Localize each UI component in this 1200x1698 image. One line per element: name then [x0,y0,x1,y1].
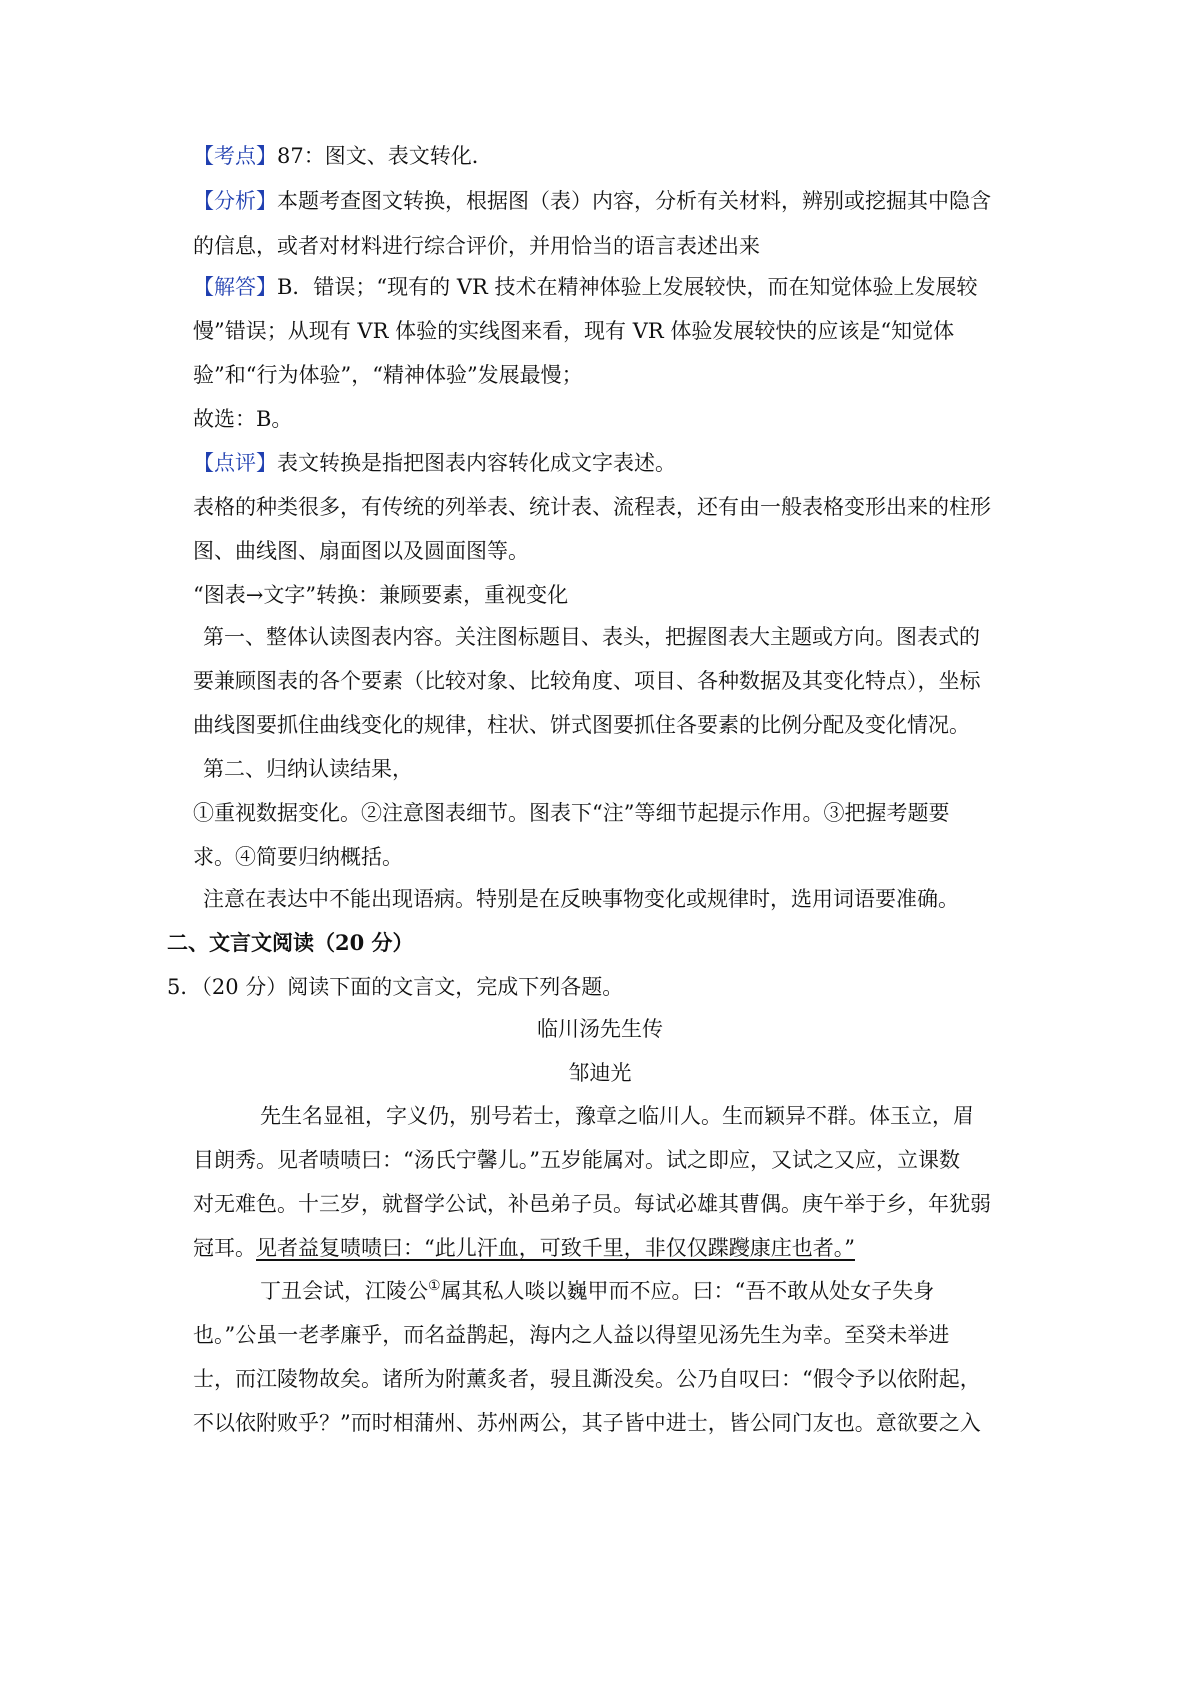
dianping-text: 表文转换是指把图表内容转化成文字表述。 [277,451,676,475]
para6-line: 注意在表达中不能出现语病。特别是在反映事物变化或规律时，选用词语要准确。 [203,887,959,911]
fenxi-text-2: 的信息，或者对材料进行综合评价，并用恰当的语言表述出来 [193,234,760,258]
p1-line1: 先生名显祖，字义仍，别号若士，豫章之临川人。生而颖异不群。体玉立，眉 [260,1104,974,1128]
p1-line4 [193,1233,855,1263]
kaodian-line [193,141,493,171]
para3-line1: 第一、整体认读图表内容。关注图标题目、表头，把握图表大主题或方向。图表式的 [203,625,980,649]
para3-line3: 曲线图要抓住曲线变化的规律，柱状、饼式图要抓住各要素的比例分配及变化情况。 [193,713,970,737]
fenxi-tag: 【分析】 [193,189,277,213]
para5-line2: 求。④简要归纳概括。 [193,845,403,869]
question-line: 5．（20 分）阅读下面的文言文，完成下列各题。 [167,975,624,999]
jieda-text-2: 慢”错误；从现有 VR 体验的实线图来看，现有 VR 体验发展较快的应该是“知觉体 [193,319,955,343]
p2-line3: 士，而江陵物故矣。诸所为附薰炙者，骎且澌没矣。公乃自叹曰：“假令予以依附起， [193,1367,981,1391]
p1-line2: 目朗秀。见者啧啧曰：“汤氏宁馨儿。”五岁能属对。试之即应，又试之又应，立课数 [193,1148,960,1172]
para3-line2: 要兼顾图表的各个要素（比较对象、比较角度、项目、各种数据及其变化特点），坐标 [193,669,981,693]
para4-line: 第二、归纳认读结果， [203,757,413,781]
p1-line3: 对无难色。十三岁，就督学公试，补邑弟子员。每试必雄其曹偶。庚午举于乡，年犹弱 [193,1192,991,1216]
fenxi-line [193,186,991,216]
kaodian-text: 87：图文、表文转化． [277,144,493,168]
p2-line4: 不以依附败乎？”而时相蒲州、苏州两公，其子皆中进士，皆公同门友也。意欲要之入 [193,1411,981,1435]
para1-line2: 图、曲线图、扇面图以及圆面图等。 [193,539,529,563]
fenxi-text-1: 本题考查图文转换，根据图（表）内容，分析有关材料，辨别或挖掘其中隐含 [277,189,991,213]
kaodian-tag: 【考点】 [193,144,277,168]
jieda-text-1: B．错误；“现有的 VR 技术在精神体验上发展较快，而在知觉体验上发展较 [277,275,978,299]
article-title: 临川汤先生传 [537,1017,663,1041]
p2-line1-start: 丁丑会试，江陵公 [260,1279,428,1303]
answer-line: 故选：B。 [193,407,293,431]
underlined-sentence: 见者益复啧啧曰：“此儿汗血，可致千里，非仅仅蹀躞康庄也者。” [256,1236,855,1260]
para2-line: “图表→文字”转换：兼顾要素，重视变化 [193,583,569,607]
p2-line1-end: 属其私人啖以巍甲而不应。曰：“吾不敢从处女子失身 [440,1279,935,1303]
footnote-marker: ① [428,1278,441,1294]
p1-line4-start: 冠耳。 [193,1236,256,1260]
jieda-tag: 【解答】 [193,275,277,299]
para5-line1: ①重视数据变化。②注意图表细节。图表下“注”等细节起提示作用。③把握考题要 [193,801,950,825]
para1-line1: 表格的种类很多，有传统的列举表、统计表、流程表，还有由一般表格变形出来的柱形 [193,495,991,519]
dianping-tag: 【点评】 [193,451,277,475]
jieda-text-3: 验”和“行为体验”，“精神体验”发展最慢； [193,363,583,387]
article-author: 邹迪光 [568,1061,632,1085]
section-heading: 二、文言文阅读（20 分） [167,930,414,955]
p2-line1 [260,1276,934,1306]
jieda-line [193,272,978,302]
dianping-line [193,448,676,478]
p2-line2: 也。”公虽一老孝廉乎，而名益鹊起，海内之人益以得望见汤先生为幸。至癸未举进 [193,1323,950,1347]
